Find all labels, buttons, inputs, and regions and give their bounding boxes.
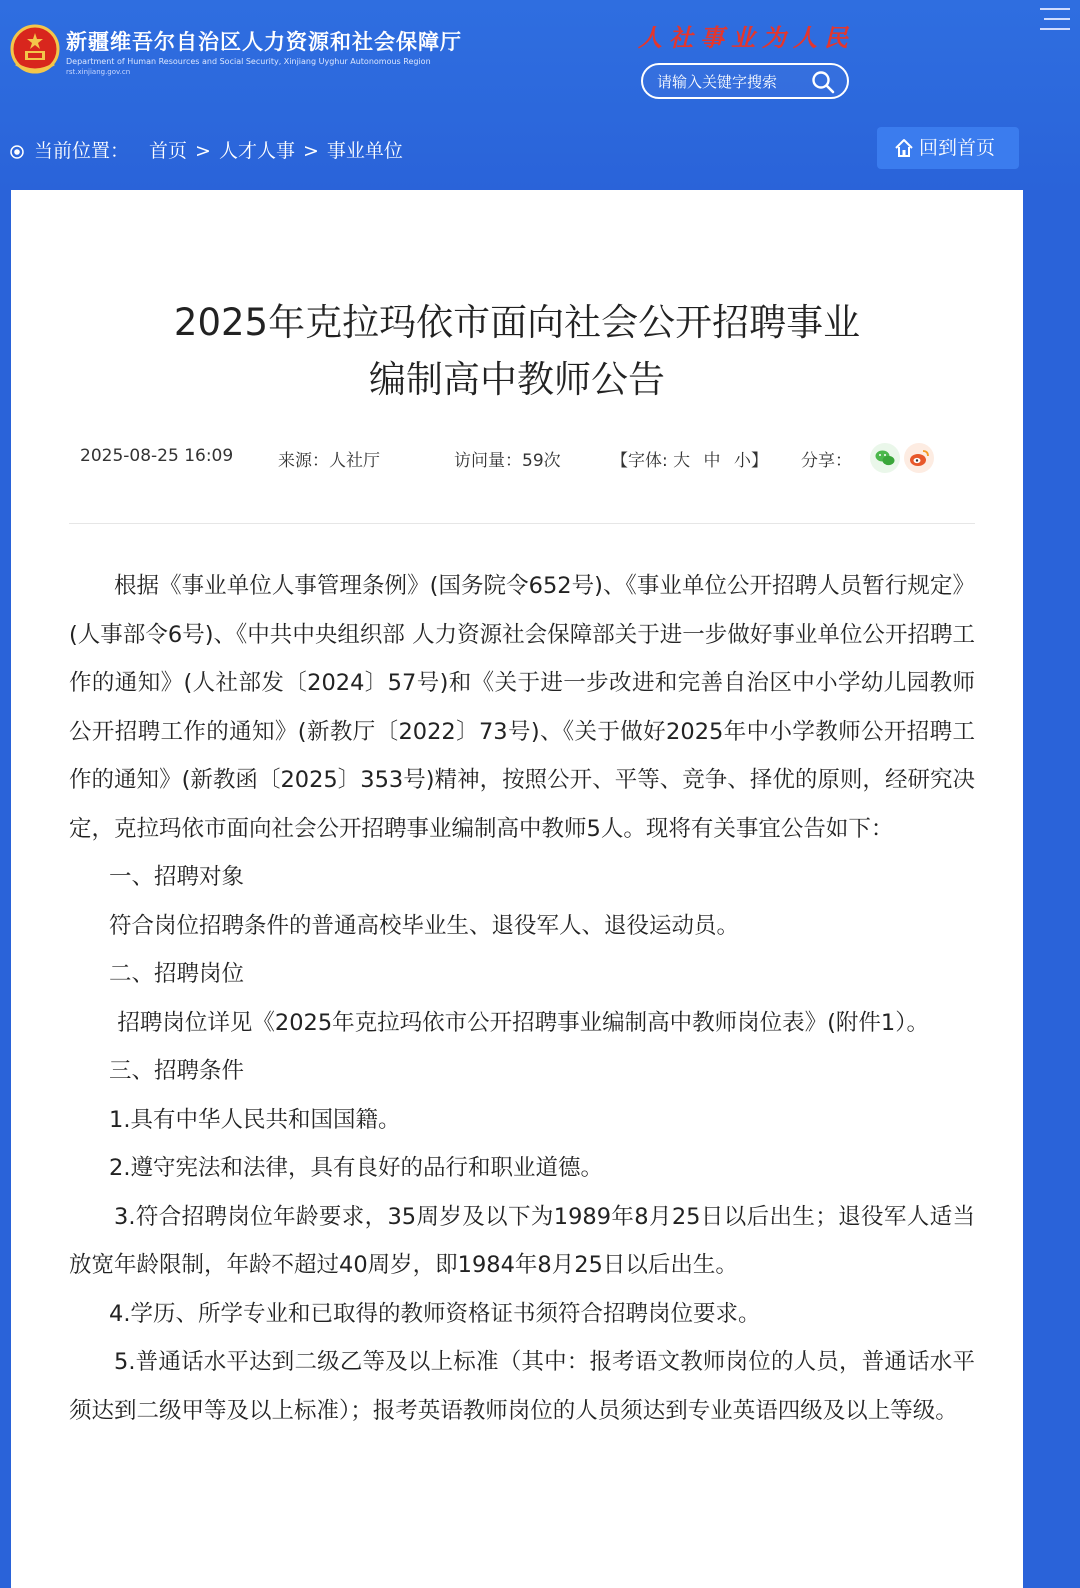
page-side-background [1023, 190, 1080, 1588]
wechat-icon [870, 443, 900, 473]
share-label: 分享： [801, 451, 852, 471]
breadcrumb-item-talent[interactable]: 人才人事 [218, 140, 295, 162]
breadcrumb-item-home[interactable]: 首页 [149, 140, 188, 162]
breadcrumb-item-institutions[interactable]: 事业单位 [326, 140, 403, 162]
article-title-line2: 编制高中教师公告 [369, 358, 665, 401]
font-size-bracket-open: 【字体: [611, 451, 668, 471]
search-input[interactable] [657, 71, 807, 93]
home-icon [893, 137, 915, 159]
back-to-home-button[interactable] [877, 127, 1019, 169]
article-condition-4: 4.学历、所学专业和已取得的教师资格证书须符合招聘岗位要求。 [109, 1300, 761, 1327]
site-slogan: 人社事业为人民 [638, 23, 855, 52]
location-icon [10, 145, 24, 159]
share-weibo-button[interactable] [904, 443, 934, 473]
national-emblem-icon [10, 24, 60, 76]
breadcrumb-separator: > [302, 140, 319, 162]
article-heading-recruitment-target: 一、招聘对象 [109, 864, 245, 890]
article-datetime: 2025-08-25 16:09 [80, 446, 234, 466]
article-title [11, 294, 1023, 408]
article-condition-2: 2.遵守宪法和法律，具有良好的品行和职业道德。 [109, 1155, 603, 1181]
article-source: 来源：人社厅 [278, 451, 380, 471]
site-url: rst.xinjiang.gov.cn [66, 68, 131, 76]
breadcrumb-separator: > [195, 140, 211, 162]
article-paragraph-positions: 招聘岗位详见《2025年克拉玛依市公开招聘事业编制高中教师岗位表》(附件1）。 [117, 1009, 929, 1036]
breadcrumb-label: 当前位置： [34, 140, 130, 162]
font-medium-link[interactable]: 中 [703, 451, 721, 471]
back-to-home-label: 回到首页 [919, 137, 996, 159]
article-condition-5: 5.普通话水平达到二级乙等及以上标准（其中：报考语文教师岗位的人员，普通话水平须达到二级甲等及以上标准）；报考英语教师岗位的人员须达到专业英语四级及以上等级。 [69, 1349, 975, 1424]
article-views: 访问量：59次 [454, 451, 561, 471]
article-heading-conditions: 三、招聘条件 [109, 1058, 245, 1084]
article-body [69, 562, 975, 1435]
article-title-line1: 2025年克拉玛依市面向社会公开招聘事业 [173, 301, 861, 344]
site-subtitle: Department of Human Resources and Social Security, Xinjiang Uyghur Autonomous Region [66, 57, 431, 66]
weibo-icon [904, 443, 934, 473]
meta-divider [69, 523, 975, 524]
article-paragraph-intro: 根据《事业单位人事管理条例》(国务院令652号)、《事业单位公开招聘人员暂行规定》(人事部令6号)、《中共中央组织部 人力资源社会保障部关于进一步做好事业单位公开招聘工作的通知》(人社部发〔2024〕57号)和《关于进一步改进和完善自治区中小学幼儿园教师公开招聘工作的通知》(新教厅〔2022〕73号)、《关于做好2025年中小学教师公开招聘工作的通知》(新教函〔2025〕353号)精神，按照公开、平等、竞争、择优的原则，经研究决定，克拉玛依市面向社会公开招聘事业编制高中教师5人。现将有关事宜公告如下： [69, 573, 975, 842]
font-size-control [611, 446, 768, 471]
share-wechat-button[interactable] [870, 443, 900, 473]
article-heading-positions: 二、招聘岗位 [109, 961, 245, 987]
site-header [0, 0, 1080, 190]
article-condition-3: 3.符合招聘岗位年龄要求，35周岁及以下为1989年8月25日以后出生；退役军人适当放宽年龄限制，年龄不超过40周岁，即1984年8月25日以后出生。 [69, 1203, 975, 1278]
article-condition-1: 1.具有中华人民共和国国籍。 [109, 1106, 401, 1133]
search-box[interactable] [641, 63, 849, 99]
site-title[interactable]: 新疆维吾尔自治区人力资源和社会保障厅 [66, 30, 462, 54]
search-icon[interactable] [811, 70, 835, 94]
font-large-link[interactable]: 大 [673, 451, 691, 471]
menu-icon[interactable] [1038, 6, 1072, 32]
article-paragraph-target: 符合岗位招聘条件的普通高校毕业生、退役军人、退役运动员。 [109, 912, 740, 939]
font-size-bracket-close: 】 [750, 451, 768, 471]
article-container [11, 190, 1023, 1588]
breadcrumb [34, 136, 403, 163]
font-small-link[interactable]: 小 [733, 451, 751, 471]
